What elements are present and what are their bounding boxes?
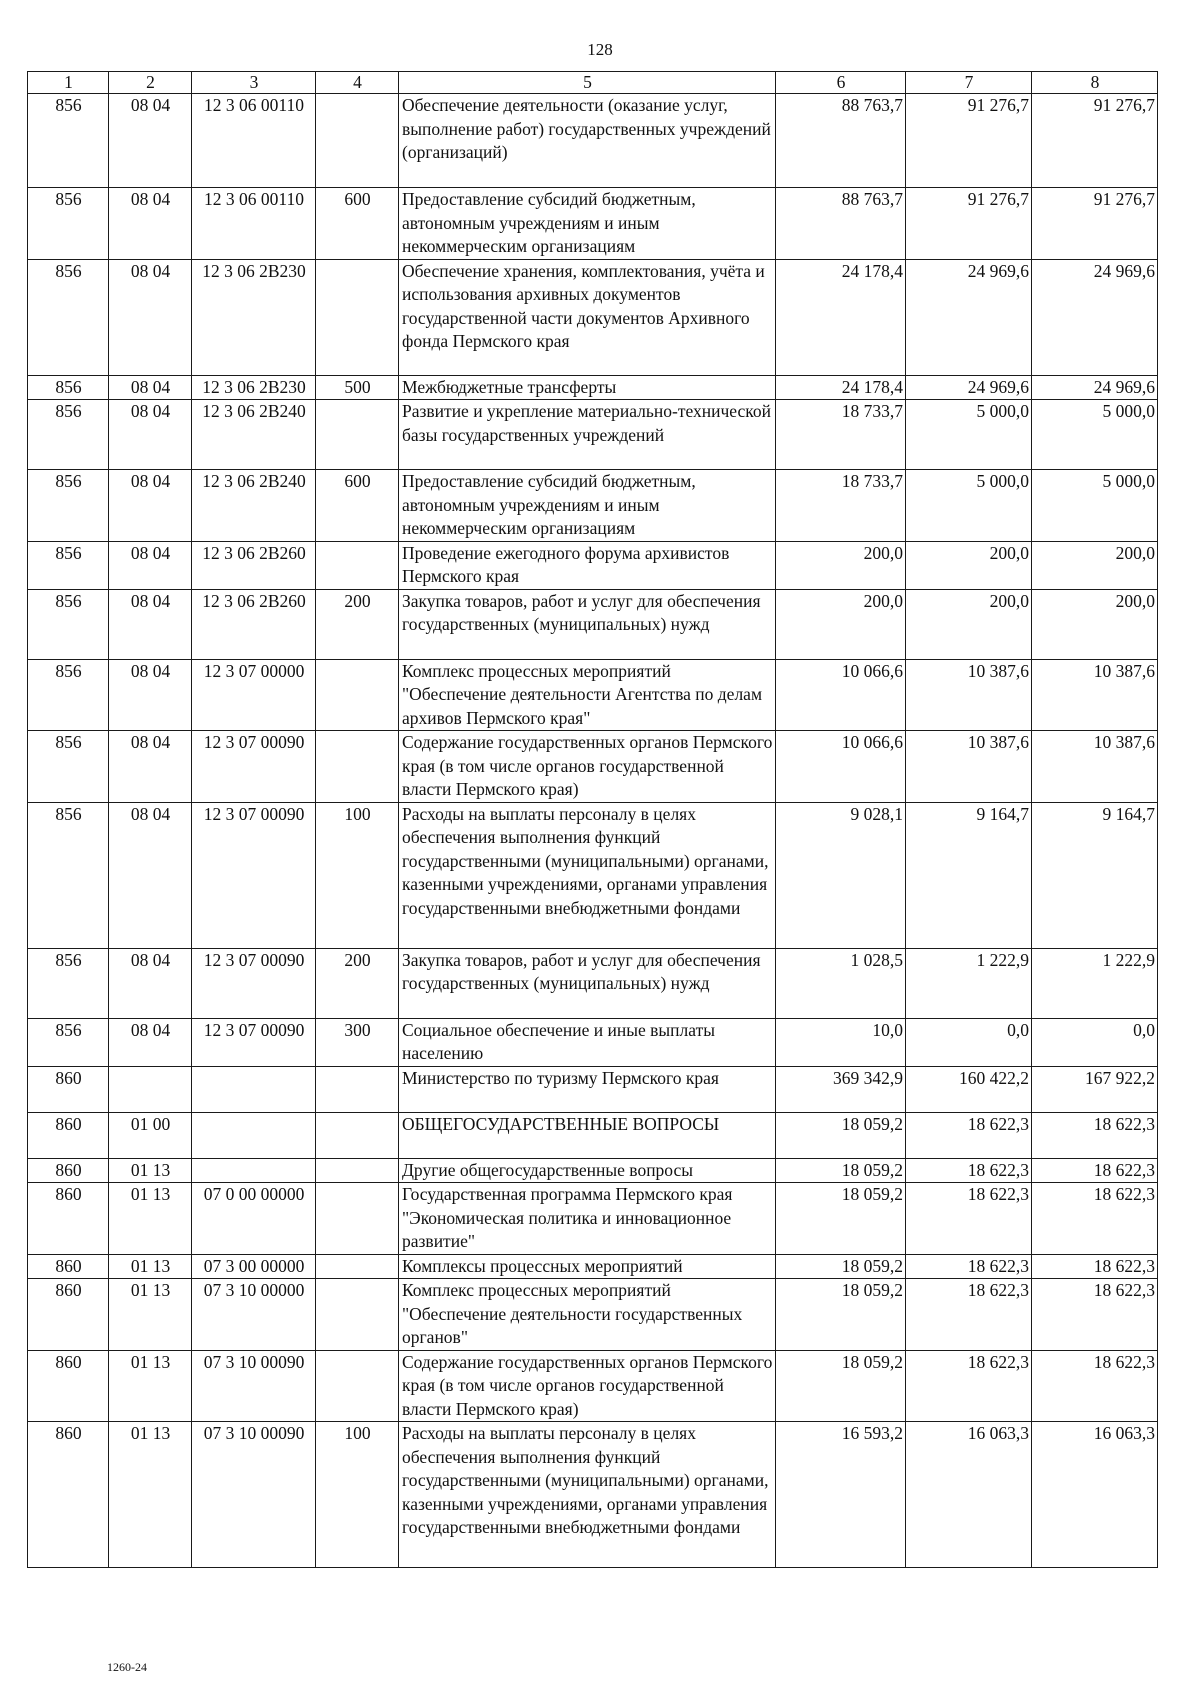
cell-section: 08 04 — [109, 731, 192, 803]
cell-amount-year2: 91 276,7 — [906, 188, 1032, 260]
cell-expense-type — [316, 541, 399, 589]
cell-amount-year1: 9 028,1 — [776, 802, 906, 948]
cell-amount-year1: 88 763,7 — [776, 94, 906, 188]
table-row — [28, 259, 1158, 375]
header-col-1: 1 — [28, 72, 109, 94]
cell-target-article: 12 3 06 00110 — [192, 188, 316, 260]
cell-amount-year1: 18 059,2 — [776, 1254, 906, 1279]
table-body — [28, 94, 1158, 1568]
cell-chapter: 860 — [28, 1158, 109, 1183]
cell-target-article: 12 3 07 00000 — [192, 659, 316, 731]
cell-target-article: 12 3 06 2В260 — [192, 541, 316, 589]
table-row — [28, 1279, 1158, 1351]
header-col-3: 3 — [192, 72, 316, 94]
cell-target-article: 07 3 00 00000 — [192, 1254, 316, 1279]
cell-description: Другие общегосударственные вопросы — [399, 1158, 776, 1183]
cell-amount-year2: 0,0 — [906, 1018, 1032, 1066]
table-row — [28, 375, 1158, 400]
cell-chapter: 860 — [28, 1112, 109, 1158]
cell-expense-type: 200 — [316, 589, 399, 659]
cell-amount-year2: 200,0 — [906, 541, 1032, 589]
cell-target-article: 12 3 07 00090 — [192, 802, 316, 948]
header-col-7: 7 — [906, 72, 1032, 94]
cell-amount-year2: 10 387,6 — [906, 731, 1032, 803]
cell-description: Закупка товаров, работ и услуг для обеспечения государственных (муниципальных) нужд — [399, 948, 776, 1018]
table-row — [28, 948, 1158, 1018]
cell-amount-year1: 18 733,7 — [776, 470, 906, 542]
cell-amount-year3: 10 387,6 — [1032, 731, 1158, 803]
cell-chapter: 856 — [28, 1018, 109, 1066]
cell-target-article: 12 3 06 2В240 — [192, 400, 316, 470]
cell-description: Министерство по туризму Пермского края — [399, 1066, 776, 1112]
cell-amount-year3: 167 922,2 — [1032, 1066, 1158, 1112]
cell-amount-year1: 18 059,2 — [776, 1183, 906, 1255]
cell-section: 08 04 — [109, 94, 192, 188]
cell-amount-year2: 9 164,7 — [906, 802, 1032, 948]
cell-expense-type: 200 — [316, 948, 399, 1018]
cell-expense-type: 500 — [316, 375, 399, 400]
cell-amount-year3: 18 622,3 — [1032, 1350, 1158, 1422]
cell-expense-type: 300 — [316, 1018, 399, 1066]
cell-expense-type — [316, 1066, 399, 1112]
cell-chapter: 856 — [28, 731, 109, 803]
cell-amount-year1: 24 178,4 — [776, 259, 906, 375]
cell-amount-year2: 18 622,3 — [906, 1112, 1032, 1158]
cell-target-article — [192, 1158, 316, 1183]
header-col-4: 4 — [316, 72, 399, 94]
table-row — [28, 1066, 1158, 1112]
cell-chapter: 856 — [28, 188, 109, 260]
cell-target-article: 12 3 06 2В230 — [192, 375, 316, 400]
table-row — [28, 802, 1158, 948]
cell-amount-year3: 200,0 — [1032, 589, 1158, 659]
cell-target-article: 12 3 06 2В230 — [192, 259, 316, 375]
cell-section: 08 04 — [109, 188, 192, 260]
cell-expense-type — [316, 94, 399, 188]
cell-expense-type: 600 — [316, 188, 399, 260]
cell-amount-year1: 1 028,5 — [776, 948, 906, 1018]
cell-amount-year3: 18 622,3 — [1032, 1158, 1158, 1183]
cell-chapter: 860 — [28, 1254, 109, 1279]
cell-description: Обеспечение деятельности (оказание услуг, выполнение работ) государственных учреждений (организаций) — [399, 94, 776, 188]
cell-amount-year1: 18 059,2 — [776, 1350, 906, 1422]
cell-amount-year3: 0,0 — [1032, 1018, 1158, 1066]
cell-amount-year1: 18 733,7 — [776, 400, 906, 470]
cell-section: 01 13 — [109, 1158, 192, 1183]
cell-amount-year1: 18 059,2 — [776, 1279, 906, 1351]
cell-section: 01 13 — [109, 1254, 192, 1279]
cell-section: 01 13 — [109, 1279, 192, 1351]
budget-table — [27, 71, 1158, 1568]
cell-expense-type — [316, 1279, 399, 1351]
cell-expense-type — [316, 1254, 399, 1279]
cell-amount-year3: 200,0 — [1032, 541, 1158, 589]
cell-target-article: 07 3 10 00090 — [192, 1422, 316, 1568]
cell-amount-year2: 5 000,0 — [906, 400, 1032, 470]
cell-amount-year2: 18 622,3 — [906, 1279, 1032, 1351]
table-row — [28, 94, 1158, 188]
cell-amount-year3: 18 622,3 — [1032, 1279, 1158, 1351]
cell-section: 08 04 — [109, 589, 192, 659]
cell-target-article: 07 3 10 00090 — [192, 1350, 316, 1422]
cell-amount-year1: 200,0 — [776, 589, 906, 659]
table-row — [28, 470, 1158, 542]
cell-expense-type — [316, 400, 399, 470]
cell-amount-year3: 18 622,3 — [1032, 1183, 1158, 1255]
cell-target-article: 07 3 10 00000 — [192, 1279, 316, 1351]
header-col-6: 6 — [776, 72, 906, 94]
cell-amount-year2: 24 969,6 — [906, 259, 1032, 375]
cell-description: Государственная программа Пермского края "Экономическая политика и инновационное развитие" — [399, 1183, 776, 1255]
cell-amount-year2: 24 969,6 — [906, 375, 1032, 400]
cell-expense-type — [316, 1350, 399, 1422]
cell-description: Комплекс процессных мероприятий "Обеспечение деятельности государственных органов" — [399, 1279, 776, 1351]
cell-target-article: 12 3 07 00090 — [192, 731, 316, 803]
cell-amount-year1: 10 066,6 — [776, 659, 906, 731]
cell-target-article: 07 0 00 00000 — [192, 1183, 316, 1255]
cell-chapter: 860 — [28, 1066, 109, 1112]
cell-amount-year2: 5 000,0 — [906, 470, 1032, 542]
cell-chapter: 856 — [28, 470, 109, 542]
cell-description: Содержание государственных органов Пермского края (в том числе органов государственной власти Пермского края) — [399, 1350, 776, 1422]
cell-amount-year3: 16 063,3 — [1032, 1422, 1158, 1568]
cell-expense-type — [316, 731, 399, 803]
cell-section: 08 04 — [109, 375, 192, 400]
table-row — [28, 1183, 1158, 1255]
header-col-8: 8 — [1032, 72, 1158, 94]
cell-chapter: 856 — [28, 400, 109, 470]
table-row — [28, 659, 1158, 731]
cell-chapter: 856 — [28, 375, 109, 400]
cell-description: Социальное обеспечение и иные выплаты населению — [399, 1018, 776, 1066]
cell-target-article — [192, 1112, 316, 1158]
cell-description: Обеспечение хранения, комплектования, учёта и использования архивных документов государственной части документов Архивного фонда Пермского края — [399, 259, 776, 375]
cell-section: 01 13 — [109, 1422, 192, 1568]
cell-amount-year2: 200,0 — [906, 589, 1032, 659]
cell-amount-year1: 18 059,2 — [776, 1112, 906, 1158]
cell-amount-year3: 10 387,6 — [1032, 659, 1158, 731]
cell-amount-year1: 88 763,7 — [776, 188, 906, 260]
cell-amount-year1: 16 593,2 — [776, 1422, 906, 1568]
cell-amount-year3: 18 622,3 — [1032, 1112, 1158, 1158]
cell-amount-year1: 18 059,2 — [776, 1158, 906, 1183]
cell-chapter: 856 — [28, 541, 109, 589]
cell-target-article: 12 3 07 00090 — [192, 948, 316, 1018]
cell-amount-year1: 200,0 — [776, 541, 906, 589]
cell-chapter: 860 — [28, 1350, 109, 1422]
header-col-2: 2 — [109, 72, 192, 94]
footer-code: 1260-24 — [107, 1660, 147, 1674]
cell-amount-year2: 1 222,9 — [906, 948, 1032, 1018]
table-row — [28, 589, 1158, 659]
cell-chapter: 856 — [28, 659, 109, 731]
cell-target-article: 12 3 06 2В260 — [192, 589, 316, 659]
cell-section: 08 04 — [109, 948, 192, 1018]
cell-section: 01 13 — [109, 1183, 192, 1255]
cell-description: Закупка товаров, работ и услуг для обеспечения государственных (муниципальных) нужд — [399, 589, 776, 659]
cell-description: Межбюджетные трансферты — [399, 375, 776, 400]
header-col-5: 5 — [399, 72, 776, 94]
cell-chapter: 860 — [28, 1183, 109, 1255]
cell-amount-year3: 91 276,7 — [1032, 188, 1158, 260]
table-row — [28, 400, 1158, 470]
cell-section: 01 00 — [109, 1112, 192, 1158]
cell-expense-type — [316, 659, 399, 731]
table-row — [28, 1112, 1158, 1158]
cell-target-article: 12 3 06 2В240 — [192, 470, 316, 542]
cell-description: Проведение ежегодного форума архивистов Пермского края — [399, 541, 776, 589]
cell-amount-year1: 10 066,6 — [776, 731, 906, 803]
cell-expense-type: 100 — [316, 802, 399, 948]
table-row — [28, 1158, 1158, 1183]
cell-section: 01 13 — [109, 1350, 192, 1422]
cell-amount-year2: 10 387,6 — [906, 659, 1032, 731]
cell-chapter: 860 — [28, 1279, 109, 1351]
cell-description: Содержание государственных органов Пермского края (в том числе органов государственной власти Пермского края) — [399, 731, 776, 803]
table-row — [28, 1422, 1158, 1568]
cell-chapter: 856 — [28, 94, 109, 188]
cell-description: Развитие и укрепление материально-технической базы государственных учреждений — [399, 400, 776, 470]
cell-amount-year2: 18 622,3 — [906, 1254, 1032, 1279]
cell-section: 08 04 — [109, 400, 192, 470]
table-row — [28, 1350, 1158, 1422]
cell-description: Предоставление субсидий бюджетным, автономным учреждениям и иным некоммерческим организациям — [399, 188, 776, 260]
cell-expense-type: 600 — [316, 470, 399, 542]
cell-section: 08 04 — [109, 659, 192, 731]
cell-chapter: 860 — [28, 1422, 109, 1568]
cell-section: 08 04 — [109, 259, 192, 375]
cell-description: Комплекс процессных мероприятий "Обеспечение деятельности Агентства по делам архивов Пермского края" — [399, 659, 776, 731]
cell-chapter: 856 — [28, 589, 109, 659]
cell-amount-year3: 18 622,3 — [1032, 1254, 1158, 1279]
cell-section: 08 04 — [109, 541, 192, 589]
cell-amount-year3: 91 276,7 — [1032, 94, 1158, 188]
cell-amount-year2: 18 622,3 — [906, 1183, 1032, 1255]
cell-amount-year2: 160 422,2 — [906, 1066, 1032, 1112]
cell-amount-year3: 24 969,6 — [1032, 375, 1158, 400]
cell-section: 08 04 — [109, 1018, 192, 1066]
cell-expense-type: 100 — [316, 1422, 399, 1568]
cell-amount-year3: 5 000,0 — [1032, 470, 1158, 542]
cell-target-article — [192, 1066, 316, 1112]
cell-amount-year3: 1 222,9 — [1032, 948, 1158, 1018]
table-row — [28, 1018, 1158, 1066]
table-row — [28, 731, 1158, 803]
cell-amount-year2: 18 622,3 — [906, 1350, 1032, 1422]
cell-description: ОБЩЕГОСУДАРСТВЕННЫЕ ВОПРОСЫ — [399, 1112, 776, 1158]
cell-chapter: 856 — [28, 259, 109, 375]
cell-amount-year2: 16 063,3 — [906, 1422, 1032, 1568]
cell-amount-year1: 24 178,4 — [776, 375, 906, 400]
cell-amount-year2: 18 622,3 — [906, 1158, 1032, 1183]
cell-amount-year3: 9 164,7 — [1032, 802, 1158, 948]
cell-expense-type — [316, 1183, 399, 1255]
cell-description: Предоставление субсидий бюджетным, автономным учреждениям и иным некоммерческим организациям — [399, 470, 776, 542]
cell-section — [109, 1066, 192, 1112]
cell-amount-year1: 10,0 — [776, 1018, 906, 1066]
cell-expense-type — [316, 259, 399, 375]
cell-amount-year3: 5 000,0 — [1032, 400, 1158, 470]
cell-description: Комплексы процессных мероприятий — [399, 1254, 776, 1279]
table-header-row — [28, 72, 1158, 94]
cell-target-article: 12 3 06 00110 — [192, 94, 316, 188]
cell-expense-type — [316, 1112, 399, 1158]
cell-amount-year2: 91 276,7 — [906, 94, 1032, 188]
table-row — [28, 188, 1158, 260]
cell-description: Расходы на выплаты персоналу в целях обеспечения выполнения функций государственными (муниципальными) органами, казенными учреждениями, органами управления государственными внебюджетными фондами — [399, 802, 776, 948]
cell-amount-year3: 24 969,6 — [1032, 259, 1158, 375]
cell-expense-type — [316, 1158, 399, 1183]
cell-section: 08 04 — [109, 470, 192, 542]
cell-chapter: 856 — [28, 948, 109, 1018]
page-number: 128 — [587, 40, 613, 59]
cell-section: 08 04 — [109, 802, 192, 948]
cell-description: Расходы на выплаты персоналу в целях обеспечения выполнения функций государственными (муниципальными) органами, казенными учреждениями, органами управления государственными внебюджетными фондами — [399, 1422, 776, 1568]
cell-chapter: 856 — [28, 802, 109, 948]
table-row — [28, 1254, 1158, 1279]
cell-amount-year1: 369 342,9 — [776, 1066, 906, 1112]
table-row — [28, 541, 1158, 589]
cell-target-article: 12 3 07 00090 — [192, 1018, 316, 1066]
